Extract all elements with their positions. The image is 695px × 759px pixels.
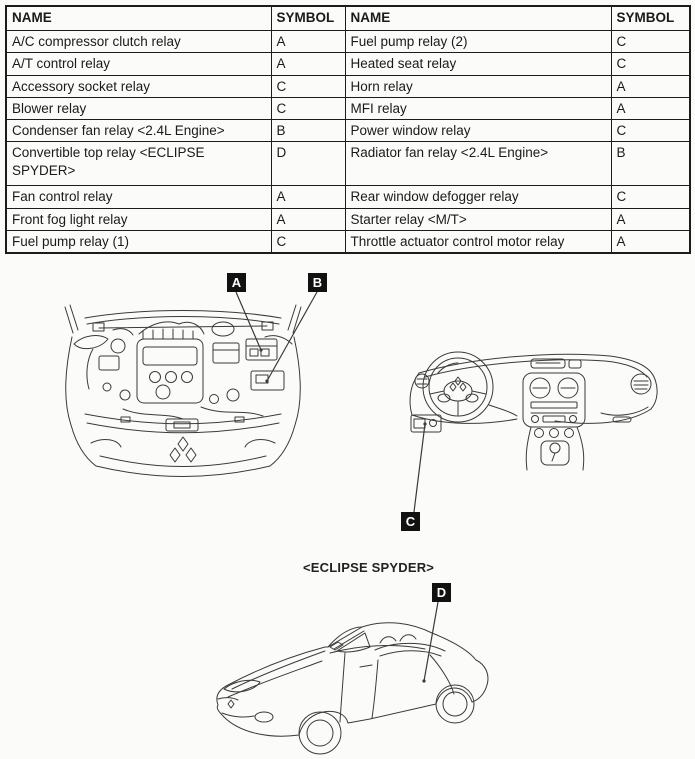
callout-label-b: B: [308, 273, 327, 292]
relay-name-cell: MFI relay: [345, 97, 611, 119]
relay-symbol-cell: A: [611, 208, 690, 230]
leader-line-b: [267, 292, 317, 381]
callout-label-c: C: [401, 512, 420, 531]
relay-name-cell: Throttle actuator control motor relay: [345, 230, 611, 253]
relay-symbol-cell: C: [611, 186, 690, 208]
column-header-name-right: NAME: [345, 6, 611, 31]
relay-name-cell: Power window relay: [345, 120, 611, 142]
leader-line-c: [414, 424, 425, 512]
relay-name-cell: Front fog light relay: [6, 208, 271, 230]
relay-name-cell: Horn relay: [345, 75, 611, 97]
relay-symbol-cell: A: [271, 31, 345, 53]
relay-symbol-cell: A: [271, 53, 345, 75]
relay-symbol-cell: C: [271, 97, 345, 119]
relay-name-cell: Convertible top relay <ECLIPSE SPYDER>: [6, 142, 271, 186]
callout-label-a: A: [227, 273, 246, 292]
leader-line-d: [424, 602, 438, 681]
relay-name-cell: Fuel pump relay (2): [345, 31, 611, 53]
relay-name-cell: Rear window defogger relay: [345, 186, 611, 208]
relay-symbol-cell: A: [271, 208, 345, 230]
relay-name-cell: Fan control relay: [6, 186, 271, 208]
relay-symbol-cell: C: [611, 31, 690, 53]
relay-symbol-cell: A: [271, 186, 345, 208]
column-header-name-left: NAME: [6, 6, 271, 31]
relay-symbol-cell: C: [611, 53, 690, 75]
relay-name-cell: Radiator fan relay <2.4L Engine>: [345, 142, 611, 186]
column-header-symbol-right: SYMBOL: [611, 6, 690, 31]
relay-name-cell: Heated seat relay: [345, 53, 611, 75]
relay-symbol-cell: C: [271, 75, 345, 97]
relay-name-cell: Condenser fan relay <2.4L Engine>: [6, 120, 271, 142]
relay-name-cell: Fuel pump relay (1): [6, 230, 271, 253]
relay-symbol-cell: D: [271, 142, 345, 186]
relay-name-cell: A/C compressor clutch relay: [6, 31, 271, 53]
relay-symbol-cell: A: [611, 75, 690, 97]
callout-label-d: D: [432, 583, 451, 602]
eclipse-spyder-caption: <ECLIPSE SPYDER>: [303, 560, 435, 575]
column-header-symbol-left: SYMBOL: [271, 6, 345, 31]
relay-name-cell: A/T control relay: [6, 53, 271, 75]
relay-name-cell: Accessory socket relay: [6, 75, 271, 97]
relay-symbol-cell: B: [611, 142, 690, 186]
relay-symbol-cell: B: [271, 120, 345, 142]
relay-name-cell: Blower relay: [6, 97, 271, 119]
relay-symbol-cell: C: [271, 230, 345, 253]
leader-line-a: [236, 292, 261, 350]
relay-symbol-cell: A: [611, 230, 690, 253]
relay-symbol-cell: C: [611, 120, 690, 142]
relay-name-cell: Starter relay <M/T>: [345, 208, 611, 230]
relay-symbol-cell: A: [611, 97, 690, 119]
